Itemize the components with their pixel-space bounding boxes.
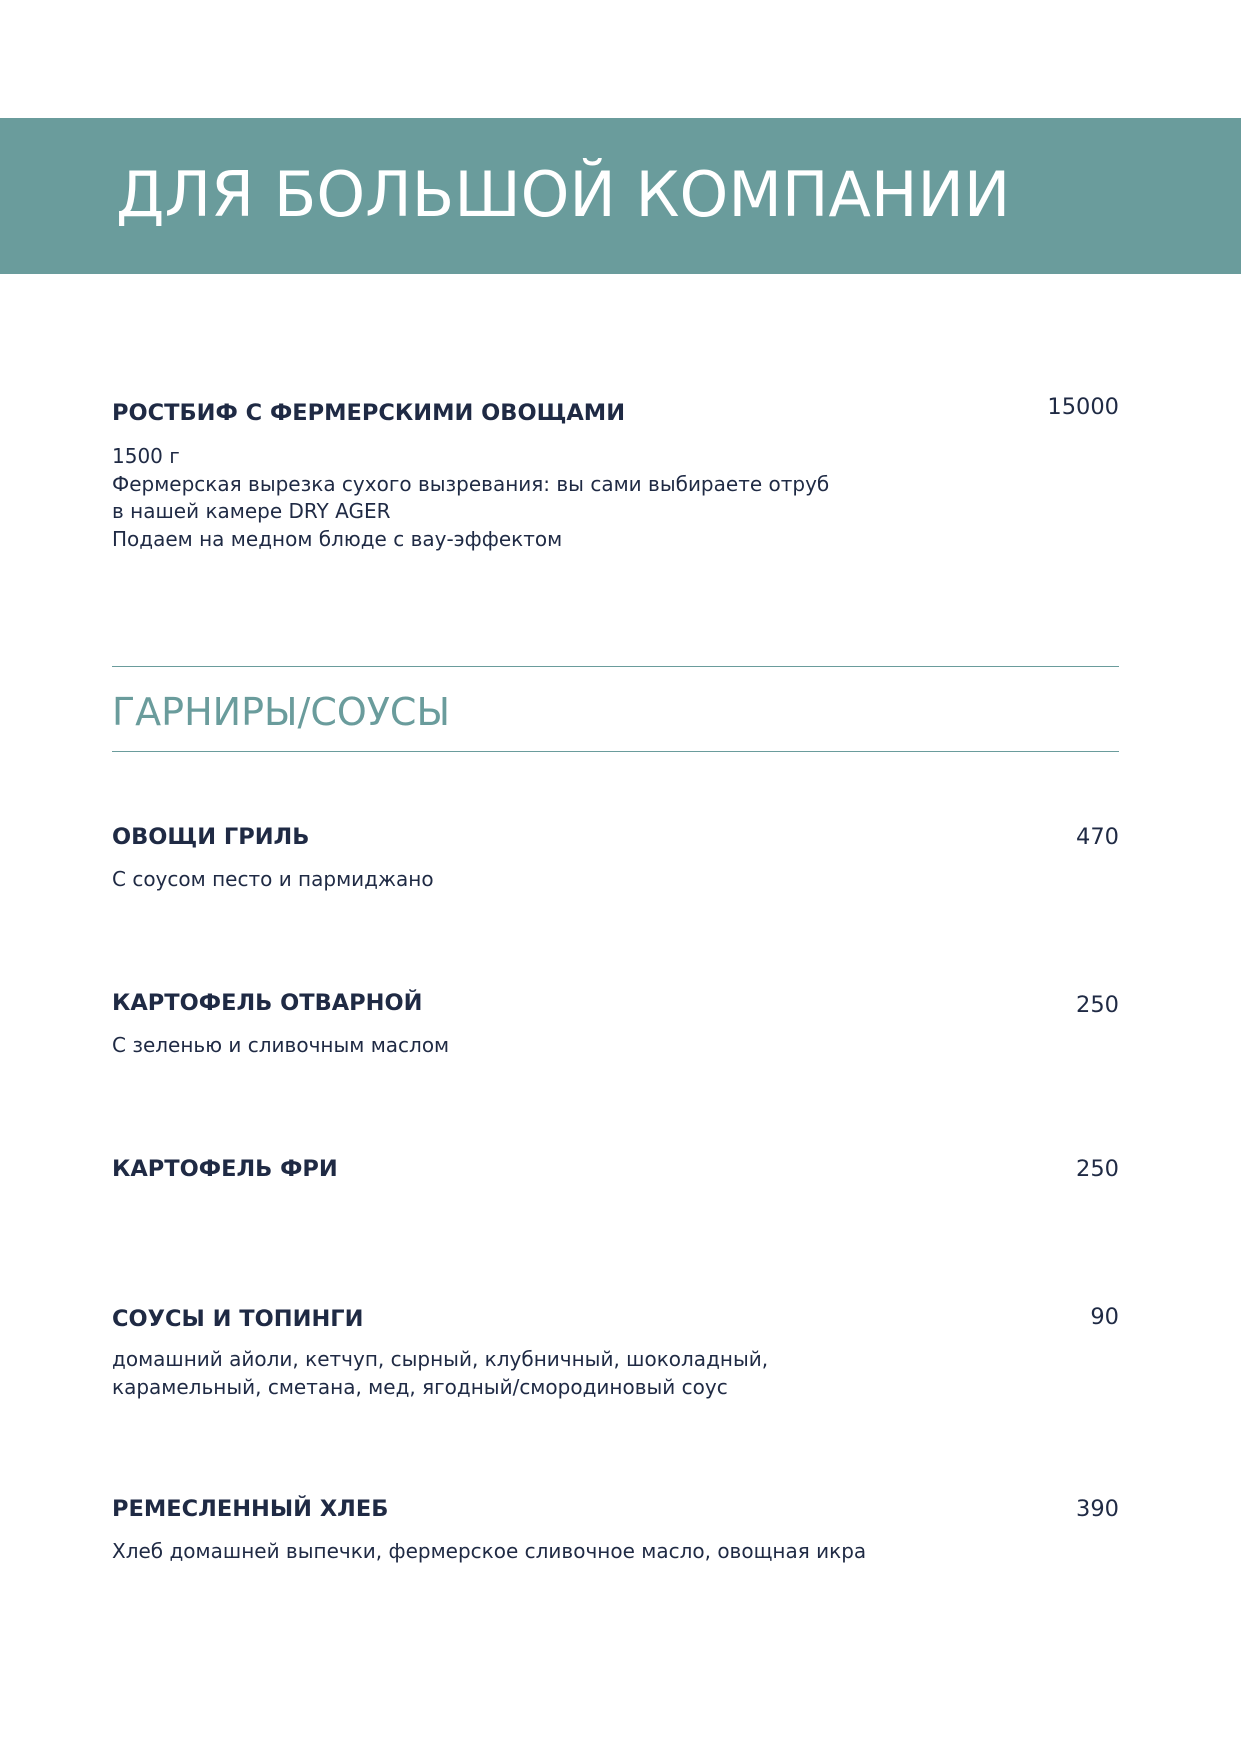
item-name: РОСТБИФ С ФЕРМЕРСКИМИ ОВОЩАМИ [112,400,626,426]
item-description-line: домашний айоли, кетчуп, сырный, клубничный, шоколадный, [112,1347,769,1371]
item-name: РЕМЕСЛЕННЫЙ ХЛЕБ [112,1496,389,1522]
menu-item-sauces-toppings [112,1304,1119,1401]
page-title: ДЛЯ БОЛЬШОЙ КОМПАНИИ [116,158,1011,231]
item-description-line: карамельный, сметана, мед, ягодный/смородиновый соус [112,1374,728,1399]
item-price: 470 [1076,824,1119,850]
item-description-line: Хлеб домашней выпечки, фермерское сливочное масло, овощная икра [112,1539,867,1563]
item-price: 390 [1076,1496,1119,1522]
menu-item-boiled-potatoes [112,988,1119,1060]
menu-item-craft-bread [112,1494,1119,1566]
item-description-line: С зеленью и сливочным маслом [112,1033,450,1057]
item-description-line: Фермерская вырезка сухого вызревания: вы сами выбираете отруб [112,471,830,496]
item-price: 250 [1076,992,1119,1018]
item-description-line: в нашей камере DRY AGER [112,499,391,523]
item-price: 90 [1090,1304,1119,1330]
item-price: 15000 [1047,394,1119,420]
section-divider-top [112,666,1119,667]
section-divider-bottom [112,751,1119,752]
item-description-line: С соусом песто и пармиджано [112,867,434,891]
menu-item-roastbeef [112,394,1119,553]
item-price: 250 [1076,1156,1119,1182]
section-title-sides: ГАРНИРЫ/СОУСЫ [112,690,450,734]
item-name: СОУСЫ И ТОПИНГИ [112,1306,364,1332]
item-name: КАРТОФЕЛЬ ОТВАРНОЙ [112,990,423,1016]
menu-item-french-fries [112,1154,1119,1184]
item-description-line: Подаем на медном блюде с вау-эффектом [112,526,563,551]
item-name: КАРТОФЕЛЬ ФРИ [112,1156,338,1182]
item-name: ОВОЩИ ГРИЛЬ [112,824,310,850]
item-weight: 1500 г [112,444,180,468]
menu-item-grilled-vegetables [112,822,1119,894]
header-banner [0,118,1241,274]
